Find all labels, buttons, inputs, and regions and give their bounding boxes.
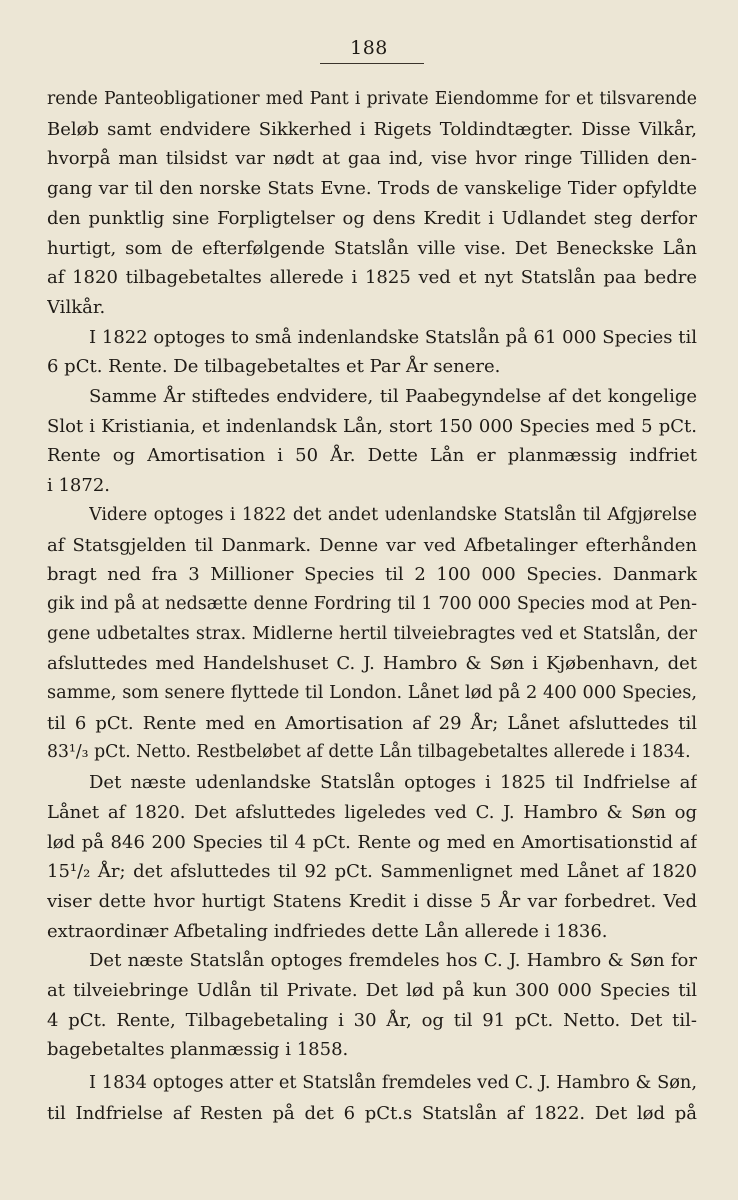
text-line: af Statsgjelden til Danmark. Denne var ved Afbetalinger efterhånden — [47, 534, 697, 556]
text-line: gang var til den norske Stats Evne. Trods de vanskelige Tider opfyldte — [47, 178, 697, 200]
text-line: den punktlig sine Forpligtelser og dens Kredit i Udlandet steg derfor — [47, 207, 697, 229]
text-line: 4 pCt. Rente, Tilbagebetaling i 30 År, og til 91 pCt. Netto. Det til- — [47, 1009, 697, 1031]
text-line: samme, som senere flyttede til London. Lånet lød på 2 400 000 Species, — [47, 683, 697, 703]
text-line: til Indfrielse af Resten på det 6 pCt.s Statslån af 1822. Det lød på — [47, 1102, 697, 1124]
text-line: 83¹/₃ pCt. Netto. Restbeløbet af dette Lån tilbagebetaltes allerede i 1834. — [47, 742, 691, 763]
text-line: Samme År stiftedes endvidere, til Paabegyndelse af det kongelige — [89, 386, 697, 407]
text-line: Videre optoges i 1822 det andet udenlandske Statslån til Afgjørelse — [89, 504, 697, 525]
text-line: Vilkår. — [47, 296, 106, 318]
text-line: Beløb samt endvidere Sikkerhed i Rigets Toldindtægter. Disse Vilkår, — [47, 118, 697, 140]
text-line: hvorpå man tilsidst var nødt at gaa ind, vise hvor ringe Tilliden den- — [47, 148, 697, 170]
text-line: i 1872. — [47, 475, 111, 497]
text-line: bagebetaltes planmæssig i 1858. — [47, 1039, 349, 1061]
text-line: bragt ned fra 3 Millioner Species til 2 100 000 Species. Danmark — [47, 564, 697, 586]
text-line: hurtigt, som de efterfølgende Statslån ville vise. Det Beneckske Lån — [47, 237, 697, 259]
text-line: viser dette hvor hurtigt Statens Kredit i disse 5 År var forbedret. Ved — [47, 890, 697, 912]
text-line: I 1834 optoges atter et Statslån fremdeles ved C. J. Hambro & Søn, — [89, 1073, 697, 1094]
page-number: 188 — [350, 37, 388, 59]
text-line: rende Panteobligationer med Pant i private Eiendomme for et tilsvarende — [47, 89, 697, 109]
text-line: Det næste Statslån optoges fremdeles hos C. J. Hambro & Søn for — [89, 950, 697, 972]
text-line: 6 pCt. Rente. De tilbagebetaltes et Par År senere. — [47, 356, 501, 378]
text-line: Lånet af 1820. Det afsluttedes ligeledes ved C. J. Hambro & Søn og — [47, 801, 697, 823]
text-line: til 6 pCt. Rente med en Amortisation af 29 År; Lånet afsluttedes til — [47, 712, 697, 734]
text-line: 15¹/₂ År; det afsluttedes til 92 pCt. Sammenlignet med Lånet af 1820 — [47, 861, 697, 883]
text-line: at tilveiebringe Udlån til Private. Det lød på kun 300 000 Species til — [47, 980, 697, 1001]
text-line: Slot i Kristiania, et indenlandsk Lån, stort 150 000 Species med 5 pCt. — [47, 415, 697, 437]
text-line: Rente og Amortisation i 50 År. Dette Lån er planmæssig indfriet — [47, 445, 697, 467]
text-line: I 1822 optoges to små indenlandske Statslån på 61 000 Species til — [89, 326, 697, 348]
text-line: lød på 846 200 Species til 4 pCt. Rente og med en Amortisationstid af — [47, 831, 697, 853]
text-line: Det næste udenlandske Statslån optoges i 1825 til Indfrielse af — [89, 772, 697, 794]
text-line: gik ind på at nedsætte denne Fordring til 1 700 000 Species mod at Pen- — [47, 593, 697, 614]
text-line: extraordinær Afbetaling indfriedes dette Lån allerede i 1836. — [47, 920, 608, 942]
header-rule — [320, 63, 424, 64]
text-line: gene udbetaltes strax. Midlerne hertil tilveiebragtes ved et Statslån, der — [47, 623, 697, 644]
text-line: afsluttedes med Handelshuset C. J. Hambro & Søn i Kjøbenhavn, det — [47, 653, 697, 675]
text-line: af 1820 tilbagebetaltes allerede i 1825 ved et nyt Statslån paa bedre — [47, 267, 697, 289]
